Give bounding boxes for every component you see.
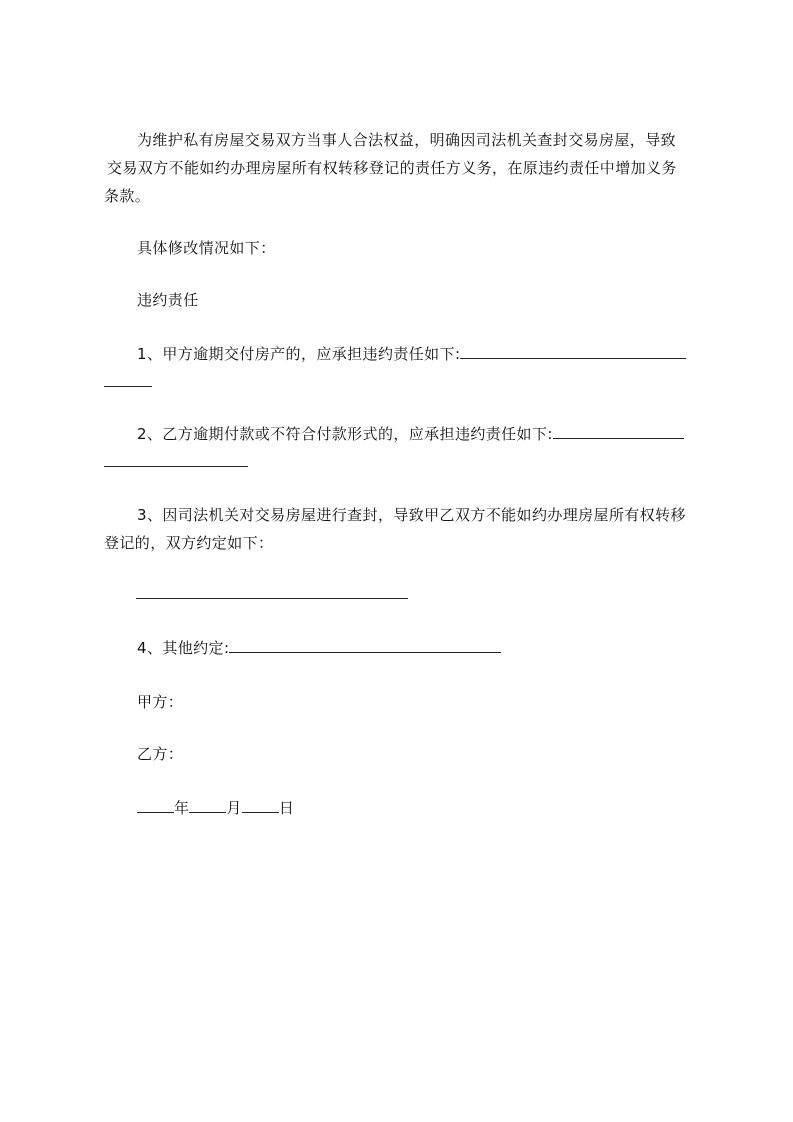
clause-1-blank-continued[interactable] — [104, 372, 152, 387]
clause-2-blank[interactable] — [553, 424, 684, 439]
clause-4-blank[interactable] — [229, 638, 501, 653]
intro-line-2: 交易双方不能如约办理房屋所有权转移登记的责任方义务，在原违约责任中增加义务 — [107, 159, 677, 177]
month-blank[interactable] — [189, 798, 226, 813]
clause-1-text: 1、甲方逾期交付房产的，应承担违约责任如下: — [137, 345, 461, 363]
clause-2-text: 2、乙方逾期付款或不符合付款形式的，应承担违约责任如下: — [137, 425, 553, 443]
clause-2 — [137, 424, 684, 444]
day-blank[interactable] — [242, 798, 279, 813]
clause-3-blank[interactable] — [136, 584, 408, 599]
year-label: 年 — [174, 799, 190, 817]
modification-heading: 具体修改情况如下： — [137, 239, 276, 257]
clause-4-text: 4、其他约定: — [137, 639, 230, 657]
party-b-label: 乙方： — [137, 745, 184, 763]
day-label: 日 — [278, 799, 295, 817]
intro-line-1: 为维护私有房屋交易双方当事人合法权益，明确因司法机关查封交易房屋，导致 — [137, 131, 677, 149]
clause-4 — [137, 638, 501, 658]
clause-1-blank[interactable] — [460, 344, 686, 359]
date-line — [137, 798, 294, 818]
month-label: 月 — [226, 799, 242, 817]
section-title: 违约责任 — [137, 291, 199, 309]
intro-line-3: 条款。 — [104, 187, 151, 205]
clause-2-continuation — [104, 452, 248, 472]
clause-3-line-1: 3、因司法机关对交易房屋进行查封，导致甲乙双方不能如约办理房屋所有权转移 — [137, 506, 686, 524]
clause-2-blank-continued[interactable] — [104, 452, 248, 467]
year-blank[interactable] — [137, 798, 174, 813]
clause-3-blank-row — [136, 584, 408, 604]
clause-3-line-2: 登记的，双方约定如下： — [104, 534, 274, 552]
party-a-label: 甲方： — [137, 693, 184, 711]
clause-1 — [137, 344, 686, 364]
clause-1-continuation — [104, 372, 152, 392]
